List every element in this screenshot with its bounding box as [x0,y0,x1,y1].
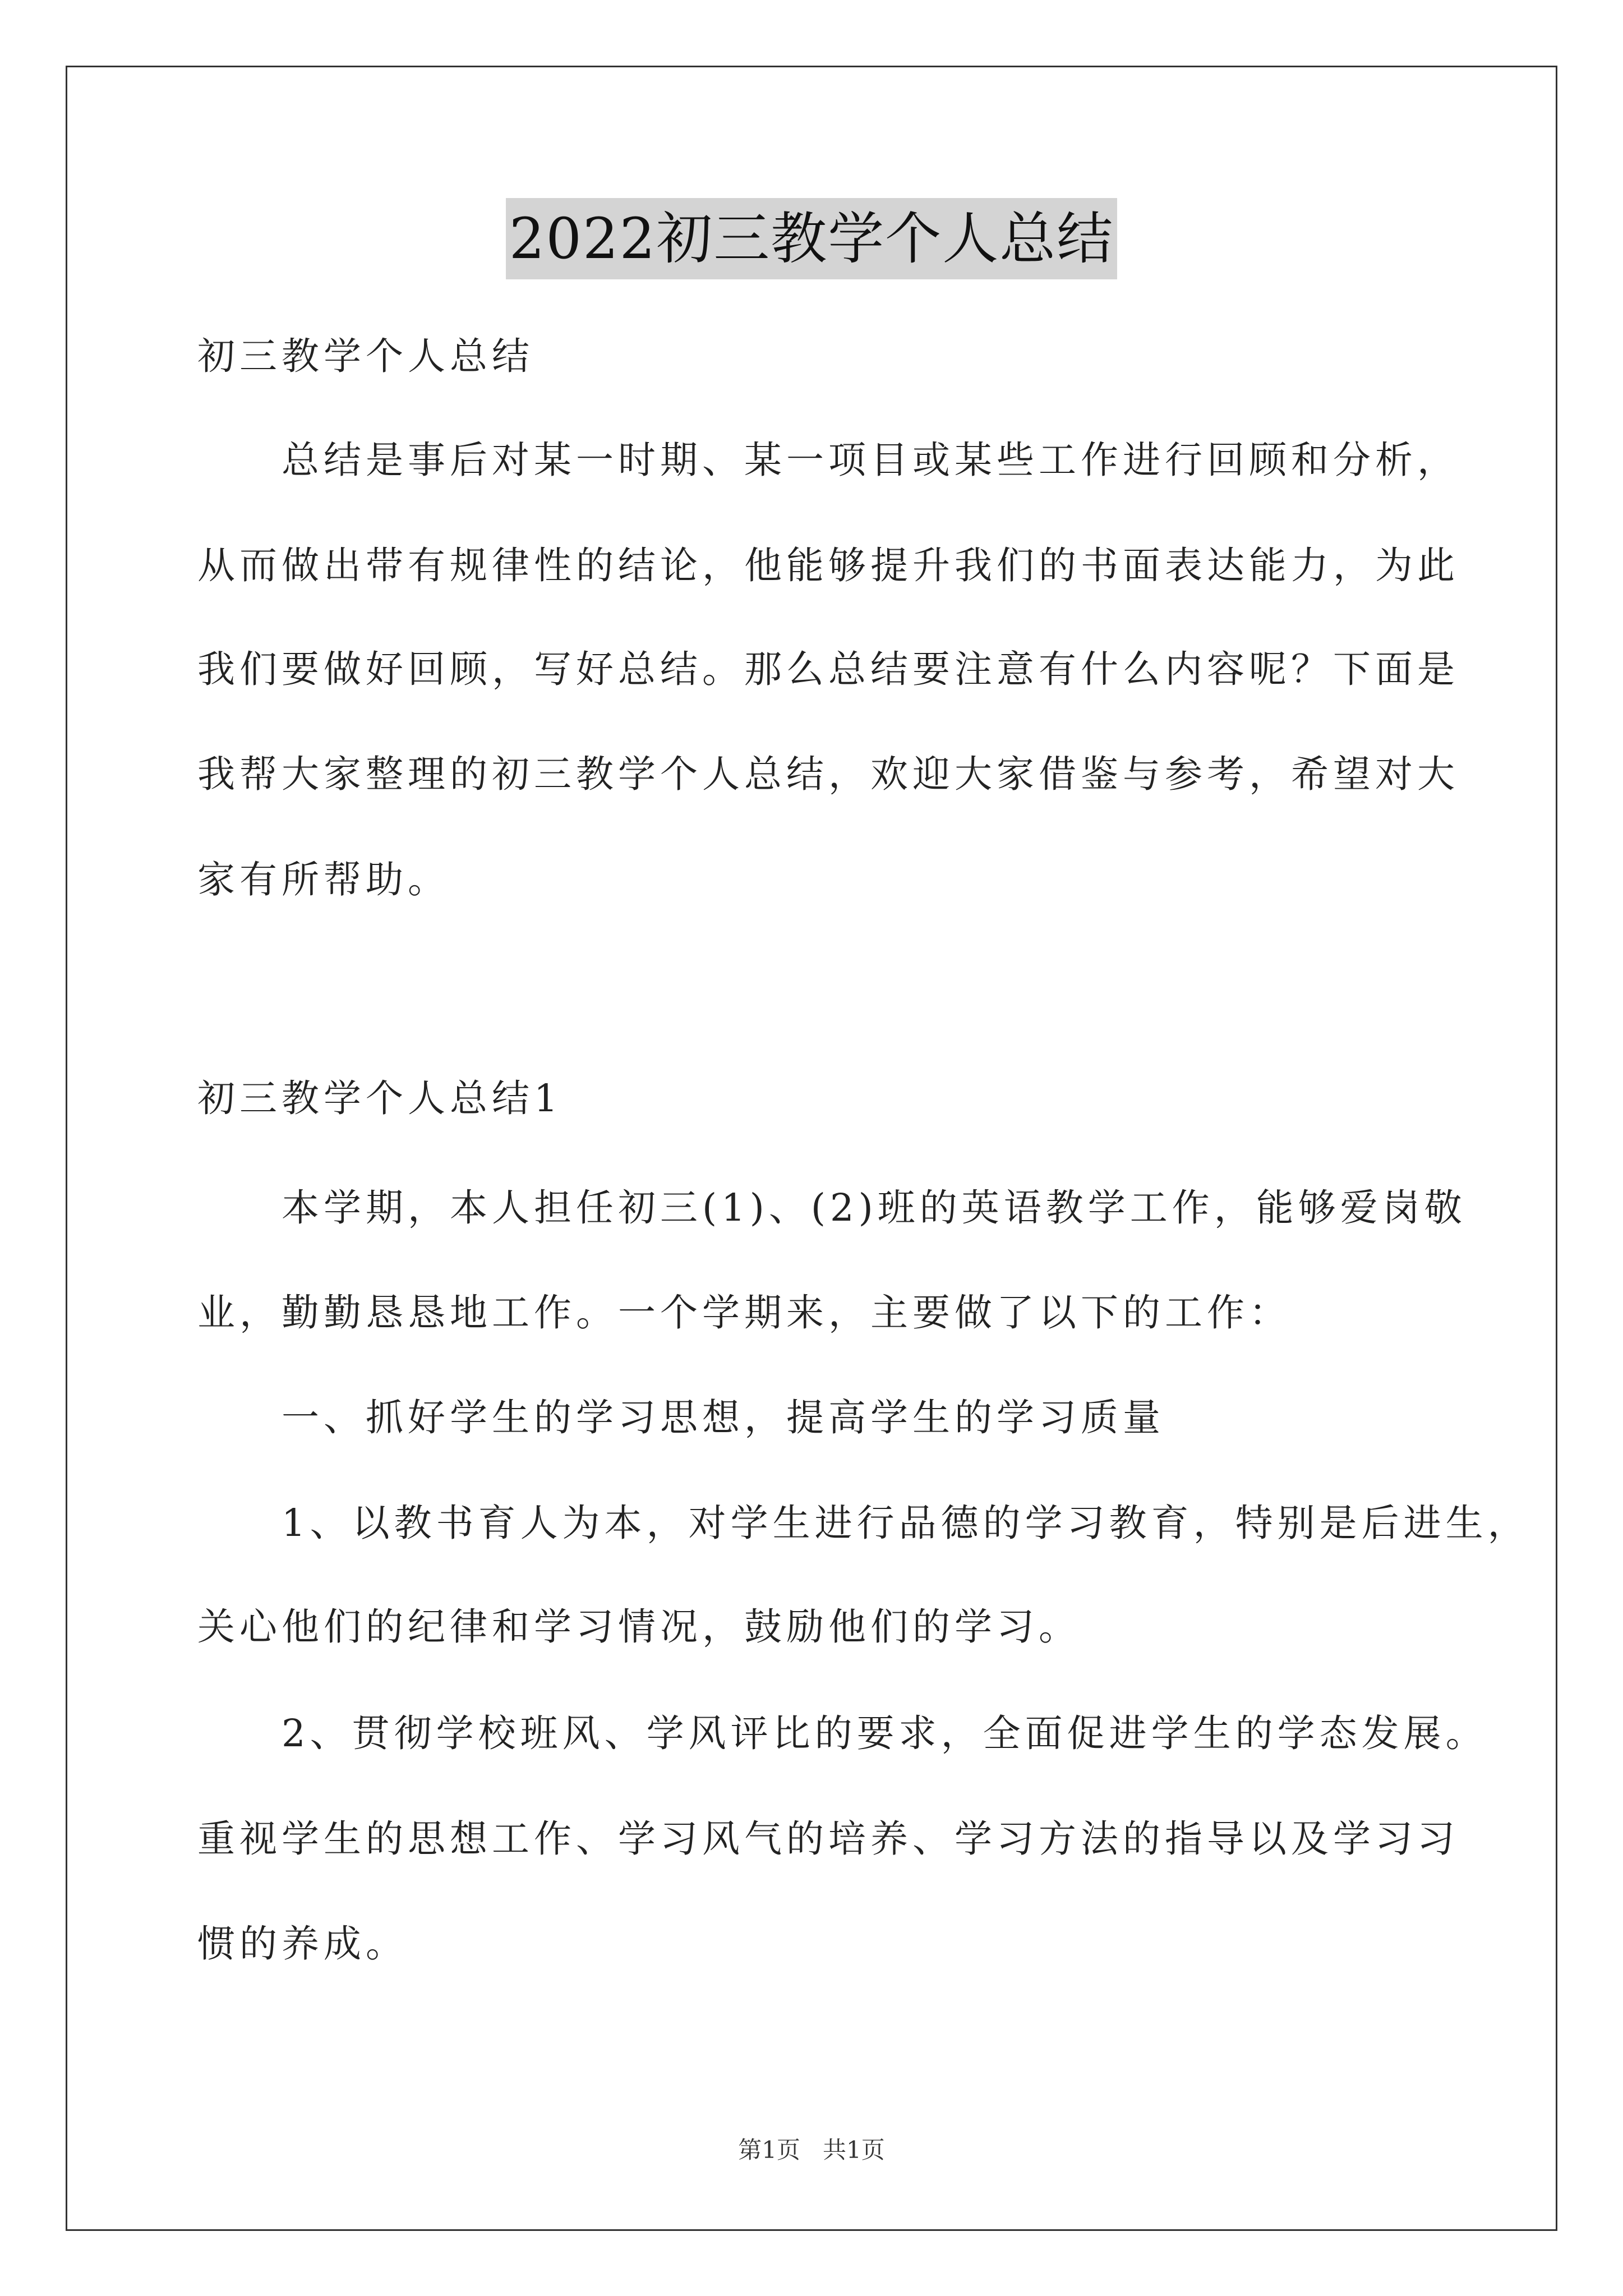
paragraph-line: 惯的养成。 [197,1922,408,1966]
paragraph-line: 我们要做好回顾，写好总结。那么总结要注意有什么内容呢？下面是 [197,647,1459,691]
page-footer: 第1页 共1页 [738,2136,885,2164]
section-heading: 初三教学个人总结 [197,334,534,378]
paragraph-line: 我帮大家整理的初三教学个人总结，欢迎大家借鉴与参考，希望对大 [197,752,1459,796]
title-container [0,198,1623,279]
section-heading: 初三教学个人总结1 [197,1076,562,1120]
paragraph-line: 家有所帮助。 [197,858,450,901]
paragraph-line: 重视学生的思想工作、学习风气的培养、学习方法的指导以及学习习 [197,1817,1459,1861]
page-border [66,66,1557,2231]
paragraph-line: 总结是事后对某一时期、某一项目或某些工作进行回顾和分析， [282,438,1459,482]
list-item: 1、以教书育人为本，对学生进行品德的学习教育，特别是后进生， [282,1501,1530,1545]
list-item: 2、贯彻学校班风、学风评比的要求，全面促进学生的学态发展。 [282,1711,1488,1755]
document-title: 2022初三教学个人总结 [506,198,1118,279]
list-heading: 一、抓好学生的学习思想，提高学生的学习质量 [282,1396,1165,1439]
paragraph-line: 从而做出带有规律性的结论，他能够提升我们的书面表达能力，为此 [197,544,1459,587]
paragraph-line: 关心他们的纪律和学习情况，鼓励他们的学习。 [197,1605,1081,1649]
paragraph-line: 本学期，本人担任初三(1)、(2)班的英语教学工作，能够爱岗敬 [282,1186,1467,1230]
paragraph-line: 业，勤勤恳恳地工作。一个学期来，主要做了以下的工作： [197,1291,1291,1335]
